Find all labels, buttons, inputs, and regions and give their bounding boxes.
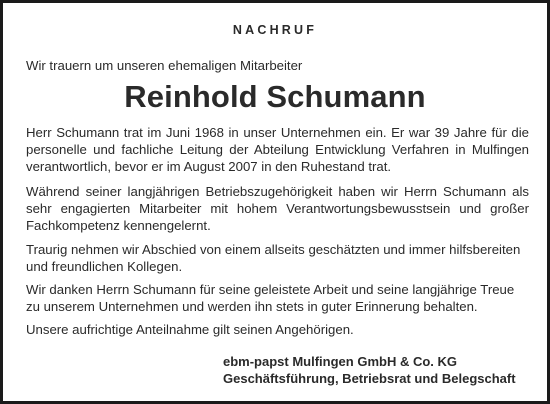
paragraph-farewell: Traurig nehmen wir Abschied von einem allseits geschätzten und immer hilfsbereiten und freundlichen Kollegen. bbox=[26, 242, 521, 275]
paragraph-thanks: Wir danken Herrn Schumann für seine geleistete Arbeit und seine langjährige Treue zu unserem Unternehmen und werden ihn stets in guter Erinnerung behalten. bbox=[26, 282, 515, 315]
deceased-name: Reinhold Schumann bbox=[124, 79, 426, 114]
signature-departments: Geschäftsführung, Betriebsrat und Belegschaft bbox=[223, 371, 516, 386]
notice-heading: NACHRUF bbox=[232, 23, 318, 37]
paragraph-appreciation: Während seiner langjährigen Betriebszugehörigkeit haben wir Herrn Schumann als sehr engagierten Mitarbeiter mit hohem Verantwortungsbewusstsein und großer Fachkompetenz kennengelernt. bbox=[26, 184, 529, 234]
signature-block bbox=[223, 353, 516, 387]
intro-line: Wir trauern um unseren ehemaligen Mitarbeiter bbox=[26, 58, 303, 73]
paragraph-career: Herr Schumann trat im Juni 1968 in unser Unternehmen ein. Er war 39 Jahre für die personelle und fachliche Leitung der Abteilung Entwicklung Verfahren in Mulfingen verantwortlich, bevor er im August 2007 in den Ruhestand trat. bbox=[26, 125, 529, 175]
paragraph-condolence: Unsere aufrichtige Anteilnahme gilt seinen Angehörigen. bbox=[26, 322, 354, 337]
signature-company: ebm-papst Mulfingen GmbH & Co. KG bbox=[223, 354, 457, 369]
